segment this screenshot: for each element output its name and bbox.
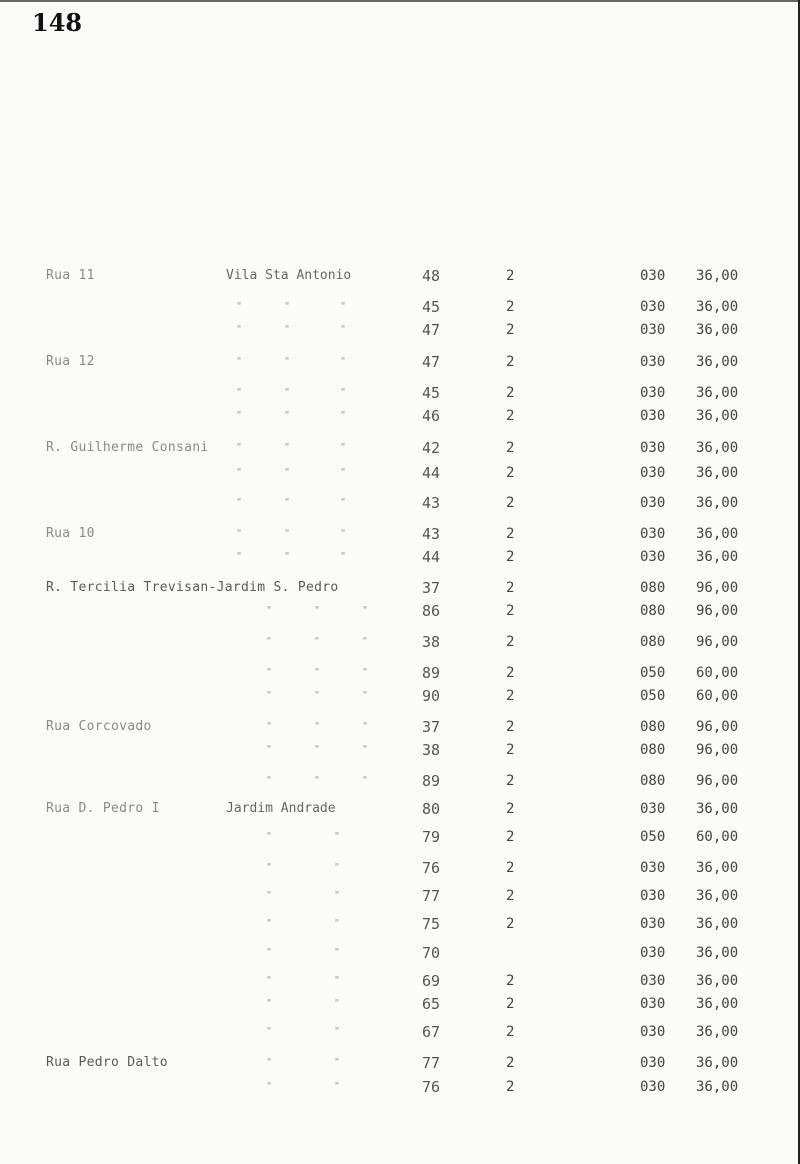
ditto-mark: " (236, 467, 243, 478)
amount: 36,00 (696, 549, 739, 565)
rate: 030 (640, 549, 666, 565)
street-name: Rua 12 (46, 354, 95, 369)
ditto-mark: " (236, 410, 243, 421)
quantity: 2 (506, 1024, 515, 1040)
lot-number: 37 (422, 718, 441, 736)
rate: 030 (640, 1024, 666, 1040)
quantity: 2 (506, 916, 515, 932)
district-name: Vila Sta Antonio (226, 268, 352, 283)
ditto-mark: " (334, 862, 341, 873)
ditto-mark: " (236, 442, 243, 453)
rate: 030 (640, 408, 666, 424)
lot-number: 44 (422, 548, 441, 566)
amount: 36,00 (696, 322, 739, 338)
ditto-mark: " (340, 497, 347, 508)
amount: 36,00 (696, 465, 739, 481)
rate: 030 (640, 299, 666, 315)
ditto-mark: " (284, 356, 291, 367)
lot-number: 42 (422, 439, 441, 457)
ditto-mark: " (340, 528, 347, 539)
ledger-row (0, 352, 800, 372)
ledger-row (0, 632, 800, 652)
ditto-mark: " (266, 721, 273, 732)
lot-number: 65 (422, 995, 441, 1013)
ditto-mark: " (314, 667, 321, 678)
quantity: 2 (506, 580, 515, 596)
rate: 080 (640, 773, 666, 789)
ditto-mark: " (340, 410, 347, 421)
ledger-row (0, 771, 800, 791)
rate: 030 (640, 385, 666, 401)
ditto-mark: " (334, 998, 341, 1009)
ditto-mark: " (284, 410, 291, 421)
lot-number: 89 (422, 664, 441, 682)
ledger-row (0, 266, 800, 286)
quantity: 2 (506, 440, 515, 456)
ledger-row (0, 1077, 800, 1097)
ledger-row (0, 524, 800, 544)
ditto-mark: " (340, 551, 347, 562)
rate: 080 (640, 634, 666, 650)
lot-number: 47 (422, 353, 441, 371)
lot-number: 38 (422, 633, 441, 651)
street-name: R. Tercilia Trevisan-Jardim S. Pedro (46, 580, 339, 595)
ledger-row (0, 663, 800, 683)
street-name: Rua 10 (46, 526, 95, 541)
ditto-mark: " (284, 528, 291, 539)
lot-number: 89 (422, 772, 441, 790)
amount: 36,00 (696, 801, 739, 817)
ditto-mark: " (334, 831, 341, 842)
rate: 080 (640, 580, 666, 596)
ditto-mark: " (266, 667, 273, 678)
ledger-row (0, 886, 800, 906)
rate: 030 (640, 860, 666, 876)
ditto-mark: " (266, 1026, 273, 1037)
lot-number: 37 (422, 579, 441, 597)
street-name: Rua Pedro Dalto (46, 1055, 168, 1070)
quantity: 2 (506, 526, 515, 542)
lot-number: 75 (422, 915, 441, 933)
ledger-row (0, 320, 800, 340)
ditto-mark: " (284, 442, 291, 453)
ledger-row (0, 578, 800, 598)
ditto-mark: " (266, 831, 273, 842)
quantity: 2 (506, 773, 515, 789)
lot-number: 86 (422, 602, 441, 620)
ditto-mark: " (236, 324, 243, 335)
amount: 36,00 (696, 495, 739, 511)
ditto-mark: " (314, 605, 321, 616)
ditto-mark: " (314, 775, 321, 786)
rate: 030 (640, 945, 666, 961)
quantity: 2 (506, 860, 515, 876)
quantity: 2 (506, 634, 515, 650)
ditto-mark: " (340, 301, 347, 312)
ledger-row (0, 717, 800, 737)
lot-number: 77 (422, 1054, 441, 1072)
ledger-row (0, 943, 800, 963)
ditto-mark: " (340, 387, 347, 398)
lot-number: 76 (422, 859, 441, 877)
lot-number: 44 (422, 464, 441, 482)
quantity: 2 (506, 322, 515, 338)
ledger-row (0, 740, 800, 760)
rate: 030 (640, 996, 666, 1012)
ditto-mark: " (236, 356, 243, 367)
ditto-mark: " (340, 467, 347, 478)
amount: 96,00 (696, 634, 739, 650)
ledger-row (0, 971, 800, 991)
lot-number: 79 (422, 828, 441, 846)
ledger-row (0, 799, 800, 819)
amount: 36,00 (696, 1024, 739, 1040)
amount: 60,00 (696, 688, 739, 704)
amount: 96,00 (696, 773, 739, 789)
amount: 36,00 (696, 299, 739, 315)
ledger-row (0, 493, 800, 513)
rate: 030 (640, 1079, 666, 1095)
ditto-mark: " (362, 721, 369, 732)
street-name: Rua 11 (46, 268, 95, 283)
ledger-row (0, 914, 800, 934)
lot-number: 47 (422, 321, 441, 339)
ditto-mark: " (266, 918, 273, 929)
rate: 050 (640, 688, 666, 704)
lot-number: 77 (422, 887, 441, 905)
rate: 080 (640, 719, 666, 735)
ditto-mark: " (340, 442, 347, 453)
amount: 60,00 (696, 665, 739, 681)
quantity: 2 (506, 719, 515, 735)
quantity: 2 (506, 1055, 515, 1071)
ledger-row (0, 994, 800, 1014)
ditto-mark: " (266, 862, 273, 873)
ledger-row (0, 383, 800, 403)
street-name: R. Guilherme Consani (46, 440, 209, 455)
lot-number: 70 (422, 944, 441, 962)
ditto-mark: " (266, 975, 273, 986)
amount: 36,00 (696, 1055, 739, 1071)
ditto-mark: " (236, 387, 243, 398)
quantity: 2 (506, 299, 515, 315)
ditto-mark: " (266, 690, 273, 701)
lot-number: 45 (422, 298, 441, 316)
quantity: 2 (506, 973, 515, 989)
ditto-mark: " (284, 387, 291, 398)
rate: 030 (640, 1055, 666, 1071)
amount: 36,00 (696, 268, 739, 284)
lot-number: 76 (422, 1078, 441, 1096)
amount: 36,00 (696, 888, 739, 904)
ditto-mark: " (314, 690, 321, 701)
ditto-mark: " (362, 744, 369, 755)
lot-number: 69 (422, 972, 441, 990)
quantity: 2 (506, 996, 515, 1012)
quantity: 2 (506, 549, 515, 565)
lot-number: 38 (422, 741, 441, 759)
rate: 050 (640, 829, 666, 845)
street-name: Rua D. Pedro I (46, 801, 160, 816)
ditto-mark: " (314, 744, 321, 755)
rate: 030 (640, 916, 666, 932)
ditto-mark: " (266, 890, 273, 901)
quantity: 2 (506, 665, 515, 681)
ditto-mark: " (340, 356, 347, 367)
lot-number: 90 (422, 687, 441, 705)
ditto-mark: " (362, 667, 369, 678)
ditto-mark: " (362, 690, 369, 701)
street-name: Rua Corcovado (46, 719, 152, 734)
amount: 96,00 (696, 742, 739, 758)
ditto-mark: " (266, 1057, 273, 1068)
amount: 36,00 (696, 354, 739, 370)
ditto-mark: " (362, 775, 369, 786)
ditto-mark: " (266, 947, 273, 958)
rate: 030 (640, 268, 666, 284)
amount: 36,00 (696, 440, 739, 456)
ditto-mark: " (236, 301, 243, 312)
quantity: 2 (506, 408, 515, 424)
quantity: 2 (506, 829, 515, 845)
quantity: 2 (506, 354, 515, 370)
amount: 36,00 (696, 526, 739, 542)
quantity: 2 (506, 1079, 515, 1095)
amount: 60,00 (696, 829, 739, 845)
quantity: 2 (506, 688, 515, 704)
ditto-mark: " (266, 998, 273, 1009)
ditto-mark: " (284, 324, 291, 335)
amount: 96,00 (696, 603, 739, 619)
ditto-mark: " (266, 636, 273, 647)
amount: 96,00 (696, 719, 739, 735)
quantity: 2 (506, 888, 515, 904)
ditto-mark: " (284, 551, 291, 562)
ditto-mark: " (266, 605, 273, 616)
ledger-row (0, 463, 800, 483)
ditto-mark: " (284, 497, 291, 508)
quantity: 2 (506, 801, 515, 817)
ditto-mark: " (334, 890, 341, 901)
amount: 36,00 (696, 945, 739, 961)
lot-number: 46 (422, 407, 441, 425)
ditto-mark: " (314, 721, 321, 732)
ditto-mark: " (340, 324, 347, 335)
ditto-mark: " (334, 975, 341, 986)
rate: 080 (640, 742, 666, 758)
ditto-mark: " (266, 744, 273, 755)
ledger-row (0, 1053, 800, 1073)
district-name: Jardim Andrade (226, 801, 336, 816)
quantity: 2 (506, 495, 515, 511)
ledger-row (0, 438, 800, 458)
ditto-mark: " (334, 947, 341, 958)
quantity: 2 (506, 465, 515, 481)
rate: 030 (640, 440, 666, 456)
ledger-row (0, 686, 800, 706)
quantity: 2 (506, 742, 515, 758)
ditto-mark: " (266, 775, 273, 786)
amount: 36,00 (696, 916, 739, 932)
amount: 96,00 (696, 580, 739, 596)
ditto-mark: " (236, 497, 243, 508)
rate: 030 (640, 801, 666, 817)
rate: 030 (640, 495, 666, 511)
rate: 050 (640, 665, 666, 681)
rate: 030 (640, 888, 666, 904)
ditto-mark: " (362, 605, 369, 616)
ditto-mark: " (334, 1057, 341, 1068)
ledger-row (0, 827, 800, 847)
ledger-row (0, 601, 800, 621)
rate: 030 (640, 526, 666, 542)
ditto-mark: " (314, 636, 321, 647)
amount: 36,00 (696, 1079, 739, 1095)
amount: 36,00 (696, 860, 739, 876)
quantity: 2 (506, 268, 515, 284)
ditto-mark: " (266, 1081, 273, 1092)
ditto-mark: " (334, 1026, 341, 1037)
page-number: 148 (32, 8, 83, 37)
quantity: 2 (506, 385, 515, 401)
ledger-row (0, 297, 800, 317)
ditto-mark: " (236, 551, 243, 562)
lot-number: 48 (422, 267, 441, 285)
quantity: 2 (506, 603, 515, 619)
ditto-mark: " (334, 1081, 341, 1092)
lot-number: 45 (422, 384, 441, 402)
ledger-row (0, 1022, 800, 1042)
amount: 36,00 (696, 996, 739, 1012)
ditto-mark: " (284, 467, 291, 478)
lot-number: 43 (422, 494, 441, 512)
ditto-mark: " (236, 528, 243, 539)
rate: 080 (640, 603, 666, 619)
rate: 030 (640, 465, 666, 481)
amount: 36,00 (696, 385, 739, 401)
rate: 030 (640, 322, 666, 338)
ledger-row (0, 547, 800, 567)
ditto-mark: " (284, 301, 291, 312)
ledger-row (0, 858, 800, 878)
lot-number: 43 (422, 525, 441, 543)
lot-number: 80 (422, 800, 441, 818)
amount: 36,00 (696, 408, 739, 424)
ditto-mark: " (362, 636, 369, 647)
ledger-row (0, 406, 800, 426)
rate: 030 (640, 354, 666, 370)
lot-number: 67 (422, 1023, 441, 1041)
ditto-mark: " (334, 918, 341, 929)
rate: 030 (640, 973, 666, 989)
amount: 36,00 (696, 973, 739, 989)
